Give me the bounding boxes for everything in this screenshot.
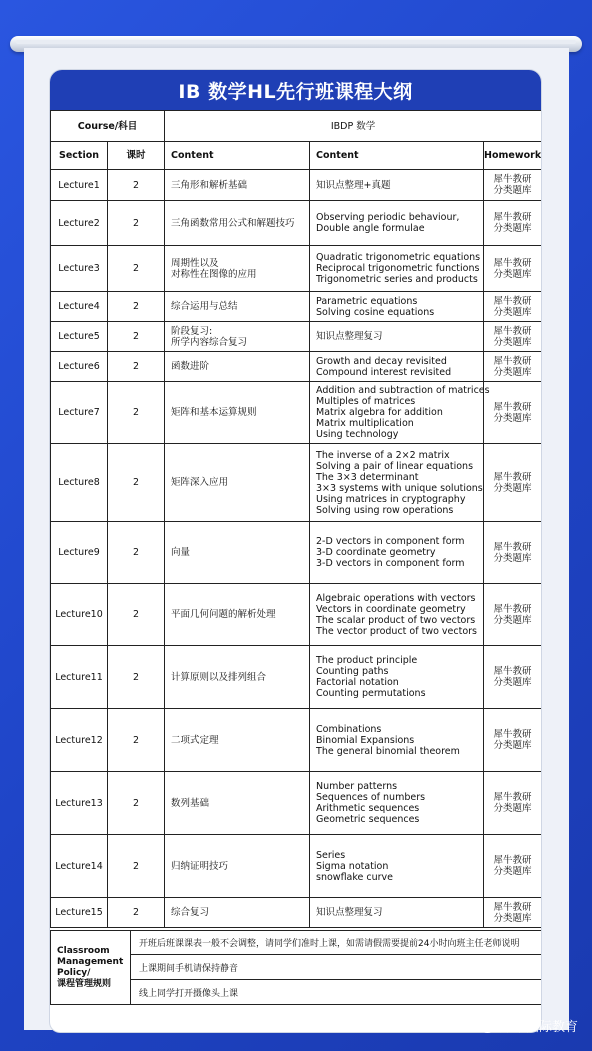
cell-hours: 2	[108, 646, 165, 709]
cell-hours: 2	[108, 522, 165, 584]
cell-content-cn	[165, 444, 310, 522]
cell-content-cn-line: 综合复习	[171, 907, 210, 918]
cell-homework-line: 分类题库	[493, 740, 532, 751]
page-title: IB 数学HL先行班课程大纲	[50, 70, 541, 110]
cell-content-en	[310, 201, 484, 246]
cell-content-cn	[165, 382, 310, 444]
table-row	[51, 646, 542, 709]
cell-content-en-line: Quadratic trigonometric equations	[316, 252, 481, 263]
cell-content-en-line: The inverse of a 2×2 matrix	[316, 449, 450, 461]
cell-homework-line: 犀牛教研	[493, 295, 532, 307]
cell-content-cn-line: 矩阵和基本运算规则	[171, 407, 257, 418]
table-row	[51, 170, 542, 201]
policy-label-line: 课程管理规则	[57, 978, 112, 989]
cell-content-en	[310, 246, 484, 292]
cell-content-cn	[165, 201, 310, 246]
cell-content-en-line: Counting permutations	[316, 688, 426, 699]
cell-section: Lecture14	[51, 835, 108, 898]
cell-section: Lecture10	[51, 584, 108, 646]
cell-content-en-line: Double angle formulae	[316, 223, 425, 234]
syllabus-card	[50, 70, 541, 1032]
cell-content-cn-line: 周期性以及	[171, 257, 219, 269]
cell-content-en	[310, 522, 484, 584]
cell-section: Lecture5	[51, 322, 108, 352]
cell-content-en	[310, 709, 484, 772]
cell-content-en-line: Sigma notation	[316, 860, 389, 872]
cell-homework-line: 犀牛教研	[493, 541, 532, 553]
cell-content-en	[310, 352, 484, 382]
table-row	[51, 709, 542, 772]
cell-homework-line: 犀牛教研	[493, 355, 532, 367]
cell-content-en-line: Solving cosine equations	[316, 306, 435, 318]
header-row	[51, 142, 542, 170]
cell-content-cn	[165, 772, 310, 835]
course-value: IBDP 数学	[165, 111, 541, 142]
cell-content-en-line: Observing periodic behaviour,	[316, 212, 460, 223]
cell-content-en-line: The product principle	[316, 655, 418, 666]
cell-section: Lecture12	[51, 709, 108, 772]
cell-homework	[484, 170, 541, 201]
cell-section: Lecture11	[51, 646, 108, 709]
cell-content-cn	[165, 709, 310, 772]
cell-homework-line: 分类题库	[493, 223, 532, 234]
header-content-en: Content	[310, 142, 484, 170]
cell-content-en	[310, 646, 484, 709]
table-row	[51, 444, 542, 522]
cell-content-en-line: Binomial Expansions	[316, 734, 415, 746]
cell-content-cn	[165, 584, 310, 646]
policy-item: 上课期间手机请保持静音	[131, 955, 542, 980]
cell-content-cn	[165, 352, 310, 382]
table-row	[51, 201, 542, 246]
cell-content-cn-line: 所学内容综合复习	[171, 336, 248, 348]
cell-homework-line: 分类题库	[493, 552, 532, 564]
cell-homework-line: 犀牛教研	[493, 603, 532, 615]
table-row	[51, 322, 542, 352]
cell-content-cn	[165, 522, 310, 584]
cell-homework	[484, 246, 541, 292]
cell-hours: 2	[108, 444, 165, 522]
policy-label-line: Management	[57, 956, 124, 967]
cell-homework	[484, 772, 541, 835]
cell-content-en-line: snowflake curve	[316, 871, 394, 883]
table-row	[51, 292, 542, 322]
cell-content-cn-line: 三角形和解析基础	[171, 179, 248, 191]
cell-content-en-line: Arithmetic sequences	[316, 803, 420, 814]
cell-homework-line: 分类题库	[493, 482, 532, 494]
cell-homework	[484, 835, 541, 898]
cell-hours: 2	[108, 772, 165, 835]
cell-content-en-line: The general binomial theorem	[316, 745, 460, 757]
cell-content-en-line: Algebraic operations with vectors	[316, 592, 476, 604]
cell-hours: 2	[108, 246, 165, 292]
cell-homework-line: 分类题库	[493, 614, 532, 626]
cell-hours: 2	[108, 322, 165, 352]
cell-content-en-line: 3-D coordinate geometry	[316, 547, 436, 558]
header-content-cn: Content	[165, 142, 310, 170]
cell-content-en-line: Counting paths	[316, 666, 389, 677]
cell-section: Lecture4	[51, 292, 108, 322]
cell-homework	[484, 522, 541, 584]
cell-homework-line: 犀牛教研	[493, 174, 532, 185]
cell-content-en-line: Growth and decay revisited	[316, 355, 447, 367]
cell-homework	[484, 201, 541, 246]
policy-item: 开班后班课课表一般不会调整，请同学们准时上课，如需请假需要提前24小时向班主任老师说明	[131, 931, 542, 955]
table-row	[51, 352, 542, 382]
cell-hours: 2	[108, 835, 165, 898]
cell-hours: 2	[108, 382, 165, 444]
cell-content-cn-line: 计算原则以及排列组合	[171, 671, 267, 683]
cell-homework-line: 犀牛教研	[493, 471, 532, 483]
cell-content-cn-line: 综合运用与总结	[171, 301, 238, 312]
policy-label-line: Classroom	[57, 945, 110, 956]
cell-content-en	[310, 835, 484, 898]
cell-content-cn-line: 数列基础	[171, 797, 210, 809]
cell-homework-line: 犀牛教研	[493, 729, 532, 740]
table-row	[51, 835, 542, 898]
cell-content-cn	[165, 835, 310, 898]
cell-section: Lecture6	[51, 352, 108, 382]
cell-content-en	[310, 170, 484, 201]
cell-content-cn-line: 二项式定理	[171, 734, 219, 746]
cell-content-en-line: Vectors in coordinate geometry	[316, 603, 466, 615]
cell-content-cn	[165, 246, 310, 292]
cell-content-cn-line: 向量	[171, 547, 191, 558]
cell-homework	[484, 292, 541, 322]
cell-section: Lecture8	[51, 444, 108, 522]
cell-content-cn	[165, 292, 310, 322]
cell-content-en-line: 知识点整理+真题	[316, 179, 391, 191]
table-row	[51, 246, 542, 292]
cell-content-en-line: Addition and subtraction of matrices	[316, 385, 490, 396]
cell-homework	[484, 709, 541, 772]
policy-label-line: Policy/	[57, 967, 91, 978]
cell-content-cn-line: 函数进阶	[171, 361, 210, 372]
cell-homework-line: 犀牛教研	[493, 257, 532, 269]
cell-section: Lecture13	[51, 772, 108, 835]
cell-content-cn-line: 对称性在图像的应用	[171, 268, 257, 280]
cell-homework-line: 犀牛教研	[493, 855, 532, 866]
cell-hours: 2	[108, 352, 165, 382]
cell-content-cn-line: 矩阵深入应用	[171, 477, 229, 488]
cell-hours: 2	[108, 898, 165, 928]
cell-content-cn-line: 归纳证明技巧	[171, 860, 229, 872]
cell-content-en-line: Number patterns	[316, 781, 398, 792]
cell-homework-line: 分类题库	[493, 412, 532, 424]
cell-content-cn-line: 三角函数常用公式和解题技巧	[171, 217, 295, 229]
cell-homework	[484, 352, 541, 382]
header-homework: Homework	[484, 142, 541, 170]
table-row	[51, 382, 542, 444]
cell-content-en-line: Factorial notation	[316, 677, 399, 688]
table-row	[51, 584, 542, 646]
cell-homework-line: 分类题库	[493, 677, 532, 688]
cell-homework	[484, 322, 541, 352]
cell-homework-line: 分类题库	[493, 268, 532, 280]
cell-homework-line: 犀牛教研	[493, 212, 532, 223]
cell-content-en-line: Sequences of numbers	[316, 792, 426, 803]
header-section: Section	[51, 142, 108, 170]
cell-content-en-line: Compound interest revisited	[316, 366, 452, 378]
cell-content-en-line: Parametric equations	[316, 295, 418, 307]
cell-hours: 2	[108, 292, 165, 322]
cell-section: Lecture1	[51, 170, 108, 201]
wechat-icon	[476, 1018, 494, 1034]
cell-homework-line: 犀牛教研	[493, 792, 532, 803]
cell-homework-line: 分类题库	[493, 306, 532, 318]
cell-content-en-line: Reciprocal trigonometric functions	[316, 263, 480, 274]
cell-hours: 2	[108, 584, 165, 646]
table-row	[51, 898, 542, 928]
table-row	[51, 522, 542, 584]
cell-content-en-line: Combinations	[316, 723, 382, 735]
cell-content-en-line: Geometric sequences	[316, 814, 420, 825]
cell-section: Lecture2	[51, 201, 108, 246]
cell-content-en-line: The 3×3 determinant	[316, 471, 419, 483]
cell-content-en-line: Multiples of matrices	[316, 396, 416, 407]
cell-content-en-line: The scalar product of two vectors	[316, 614, 476, 626]
cell-content-en-line: Using matrices in cryptography	[316, 493, 466, 505]
cell-content-en-line: 3-D vectors in component form	[316, 558, 465, 569]
cell-section: Lecture9	[51, 522, 108, 584]
cell-content-en-line: 知识点整理复习	[316, 331, 383, 342]
cell-content-en-line: 知识点整理复习	[316, 907, 383, 918]
cell-homework	[484, 646, 541, 709]
cell-homework-line: 分类题库	[493, 912, 532, 924]
cell-homework-line: 犀牛教研	[493, 401, 532, 413]
policy-table	[50, 930, 541, 1005]
cell-content-en-line: Trigonometric series and products	[316, 274, 478, 285]
cell-content-cn	[165, 898, 310, 928]
cell-hours: 2	[108, 170, 165, 201]
cell-homework-line: 分类题库	[493, 336, 532, 348]
cell-content-en	[310, 772, 484, 835]
cell-content-cn	[165, 646, 310, 709]
cell-homework-line: 犀牛教研	[493, 666, 532, 677]
cell-homework	[484, 382, 541, 444]
cell-content-en-line: 2-D vectors in component form	[316, 536, 465, 547]
cell-content-cn	[165, 322, 310, 352]
policy-label	[51, 931, 131, 1005]
cell-section: Lecture7	[51, 382, 108, 444]
cell-content-cn	[165, 170, 310, 201]
cell-content-en	[310, 382, 490, 444]
cell-section: Lecture15	[51, 898, 108, 928]
cell-content-en	[310, 584, 484, 646]
syllabus-table	[50, 110, 541, 928]
cell-content-en-line: Series	[316, 849, 346, 861]
cell-content-en	[310, 898, 484, 928]
cell-homework-line: 犀牛教研	[493, 325, 532, 337]
table-row	[51, 772, 542, 835]
cell-content-cn-line: 平面几何问题的解析处理	[171, 609, 276, 620]
cell-content-cn-line: 阶段复习:	[171, 325, 213, 337]
cell-content-en	[310, 444, 484, 522]
watermark-text: 犀牛国际教育	[499, 1020, 578, 1035]
cell-content-en-line: Using technology	[316, 429, 399, 440]
cell-homework	[484, 584, 541, 646]
cell-section: Lecture3	[51, 246, 108, 292]
cell-homework-line: 分类题库	[493, 866, 532, 877]
policy-item: 线上同学打开摄像头上课	[131, 980, 542, 1005]
cell-content-en-line: Matrix algebra for addition	[316, 407, 443, 418]
cell-homework-line: 犀牛教研	[493, 901, 532, 913]
cell-homework-line: 分类题库	[493, 803, 532, 814]
cell-content-en	[310, 322, 484, 352]
cell-content-en	[310, 292, 484, 322]
cell-content-en-line: Solving using row operations	[316, 504, 454, 516]
cell-content-en-line: Solving a pair of linear equations	[316, 460, 474, 472]
cell-content-en-line: Matrix multiplication	[316, 418, 414, 429]
course-row	[51, 111, 542, 142]
header-hours: 课时	[108, 142, 165, 170]
cell-homework	[484, 898, 541, 928]
watermark	[476, 1016, 578, 1035]
cell-hours: 2	[108, 201, 165, 246]
cell-content-en-line: The vector product of two vectors	[316, 625, 478, 637]
cell-homework-line: 分类题库	[493, 366, 532, 378]
cell-homework	[484, 444, 541, 522]
cell-content-en-line: 3×3 systems with unique solutions	[316, 482, 483, 494]
course-label: Course/科目	[51, 111, 165, 142]
cell-homework-line: 分类题库	[493, 185, 532, 196]
cell-hours: 2	[108, 709, 165, 772]
